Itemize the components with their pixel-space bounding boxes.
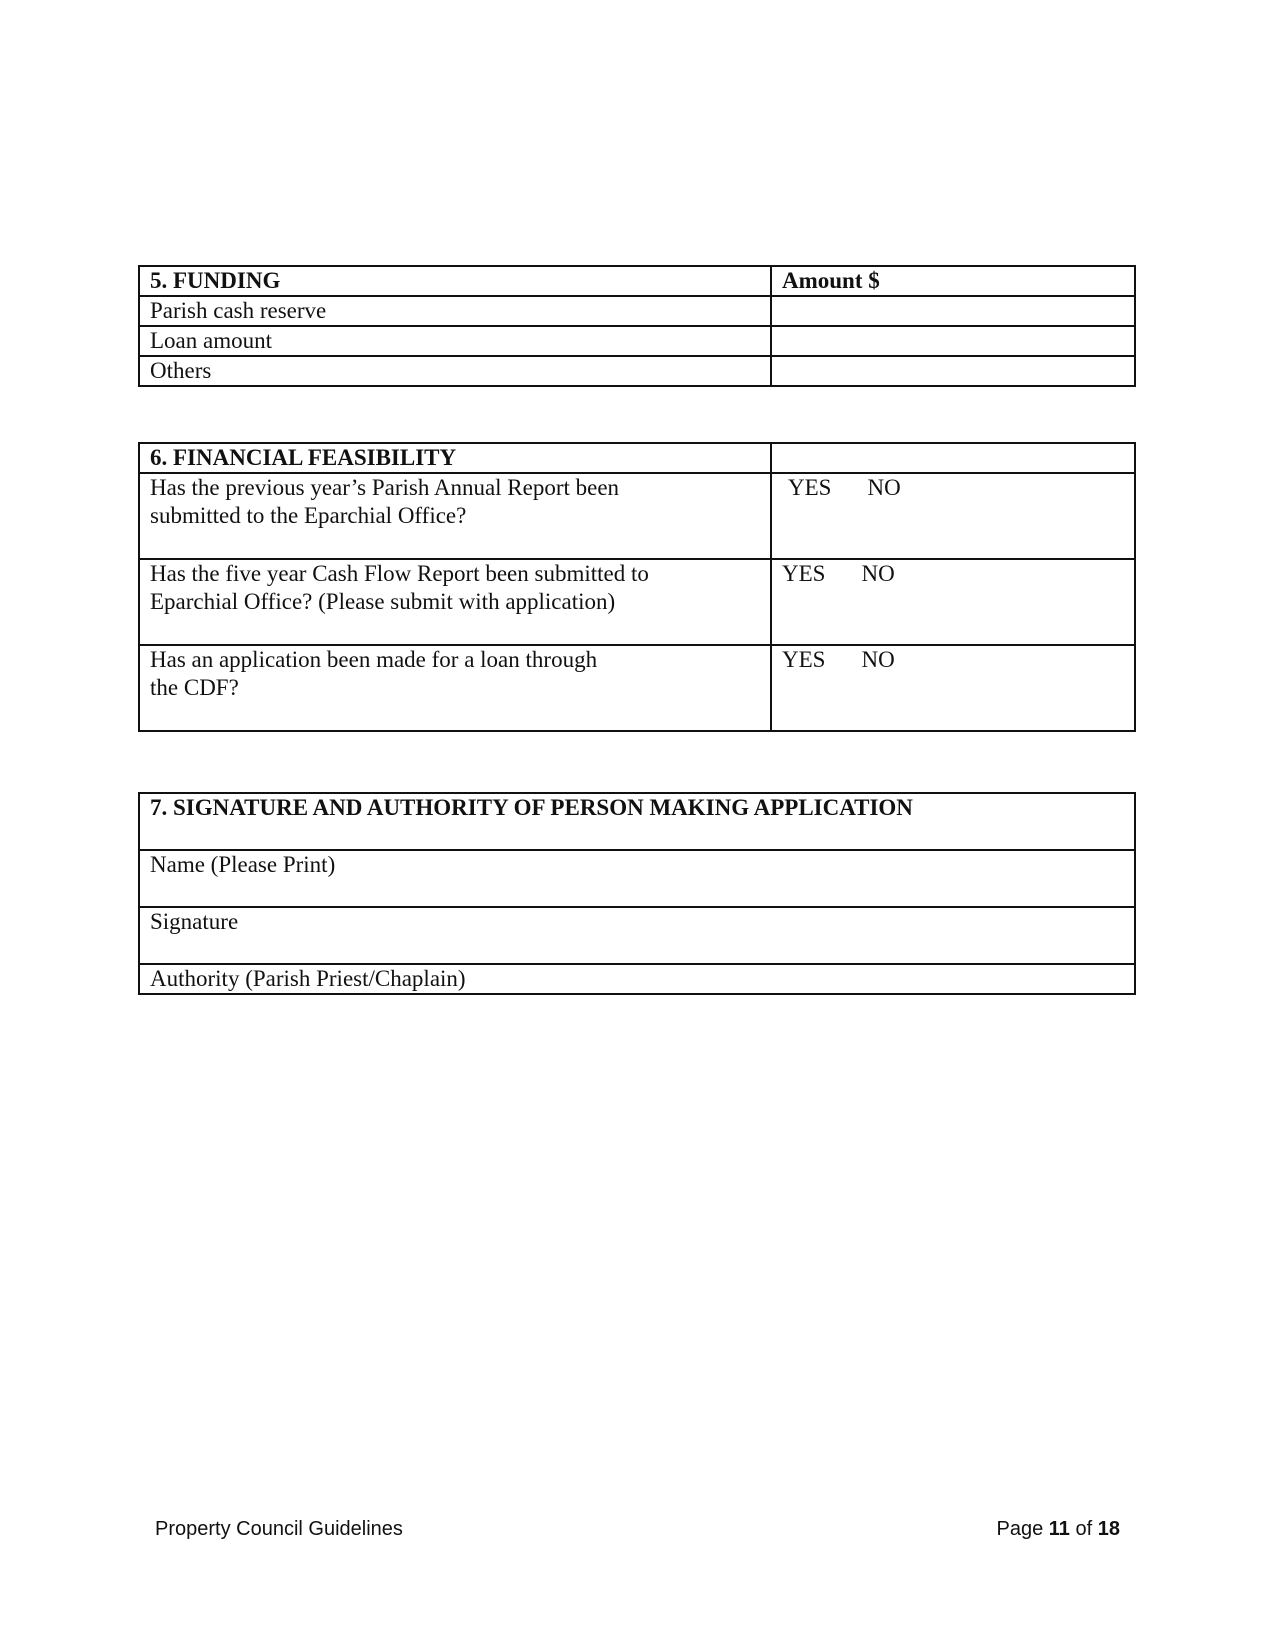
amount-heading: Amount $ [771, 266, 1135, 296]
authority-field[interactable]: Authority (Parish Priest/Chaplain) [139, 964, 1135, 994]
feasibility-heading-blank [771, 443, 1135, 473]
name-field[interactable]: Name (Please Print) [139, 850, 1135, 907]
feasibility-question [139, 645, 771, 731]
funding-row-label: Loan amount [139, 326, 771, 356]
question-line: submitted to the Eparchial Office? [150, 503, 467, 528]
signature-field[interactable]: Signature [139, 907, 1135, 964]
total-pages: 18 [1097, 1518, 1120, 1540]
yes-option[interactable]: YES [788, 475, 832, 500]
yes-option[interactable]: YES [782, 647, 826, 672]
no-option[interactable]: NO [861, 561, 895, 586]
funding-heading: 5. FUNDING [139, 266, 771, 296]
yes-no-choice [771, 559, 1135, 645]
financial-feasibility-table [138, 442, 1136, 732]
current-page: 11 [1048, 1518, 1070, 1540]
yes-no-choice [771, 473, 1135, 559]
question-line: Eparchial Office? (Please submit with application) [150, 589, 616, 614]
funding-table [138, 265, 1136, 387]
funding-row-label: Others [139, 356, 771, 386]
feasibility-heading: 6. FINANCIAL FEASIBILITY [139, 443, 771, 473]
signature-heading: 7. SIGNATURE AND AUTHORITY OF PERSON MAKING APPLICATION [139, 793, 1135, 850]
question-line: Has the five year Cash Flow Report been submitted to [150, 561, 649, 586]
page-word: Page [996, 1518, 1044, 1540]
yes-option[interactable]: YES [782, 561, 826, 586]
feasibility-question [139, 473, 771, 559]
footer-title: Property Council Guidelines [155, 1518, 403, 1540]
funding-amount-field[interactable] [771, 356, 1135, 386]
yes-no-choice [771, 645, 1135, 731]
funding-row-label: Parish cash reserve [139, 296, 771, 326]
funding-amount-field[interactable] [771, 326, 1135, 356]
question-line: Has an application been made for a loan through [150, 647, 598, 672]
question-line: the CDF? [150, 675, 239, 700]
of-word: of [1075, 1518, 1093, 1540]
page-number [997, 1518, 1121, 1541]
question-line: Has the previous year’s Parish Annual Report been [150, 475, 620, 500]
signature-table [138, 792, 1136, 995]
funding-amount-field[interactable] [771, 296, 1135, 326]
no-option[interactable]: NO [861, 647, 895, 672]
feasibility-question [139, 559, 771, 645]
no-option[interactable]: NO [867, 475, 901, 500]
